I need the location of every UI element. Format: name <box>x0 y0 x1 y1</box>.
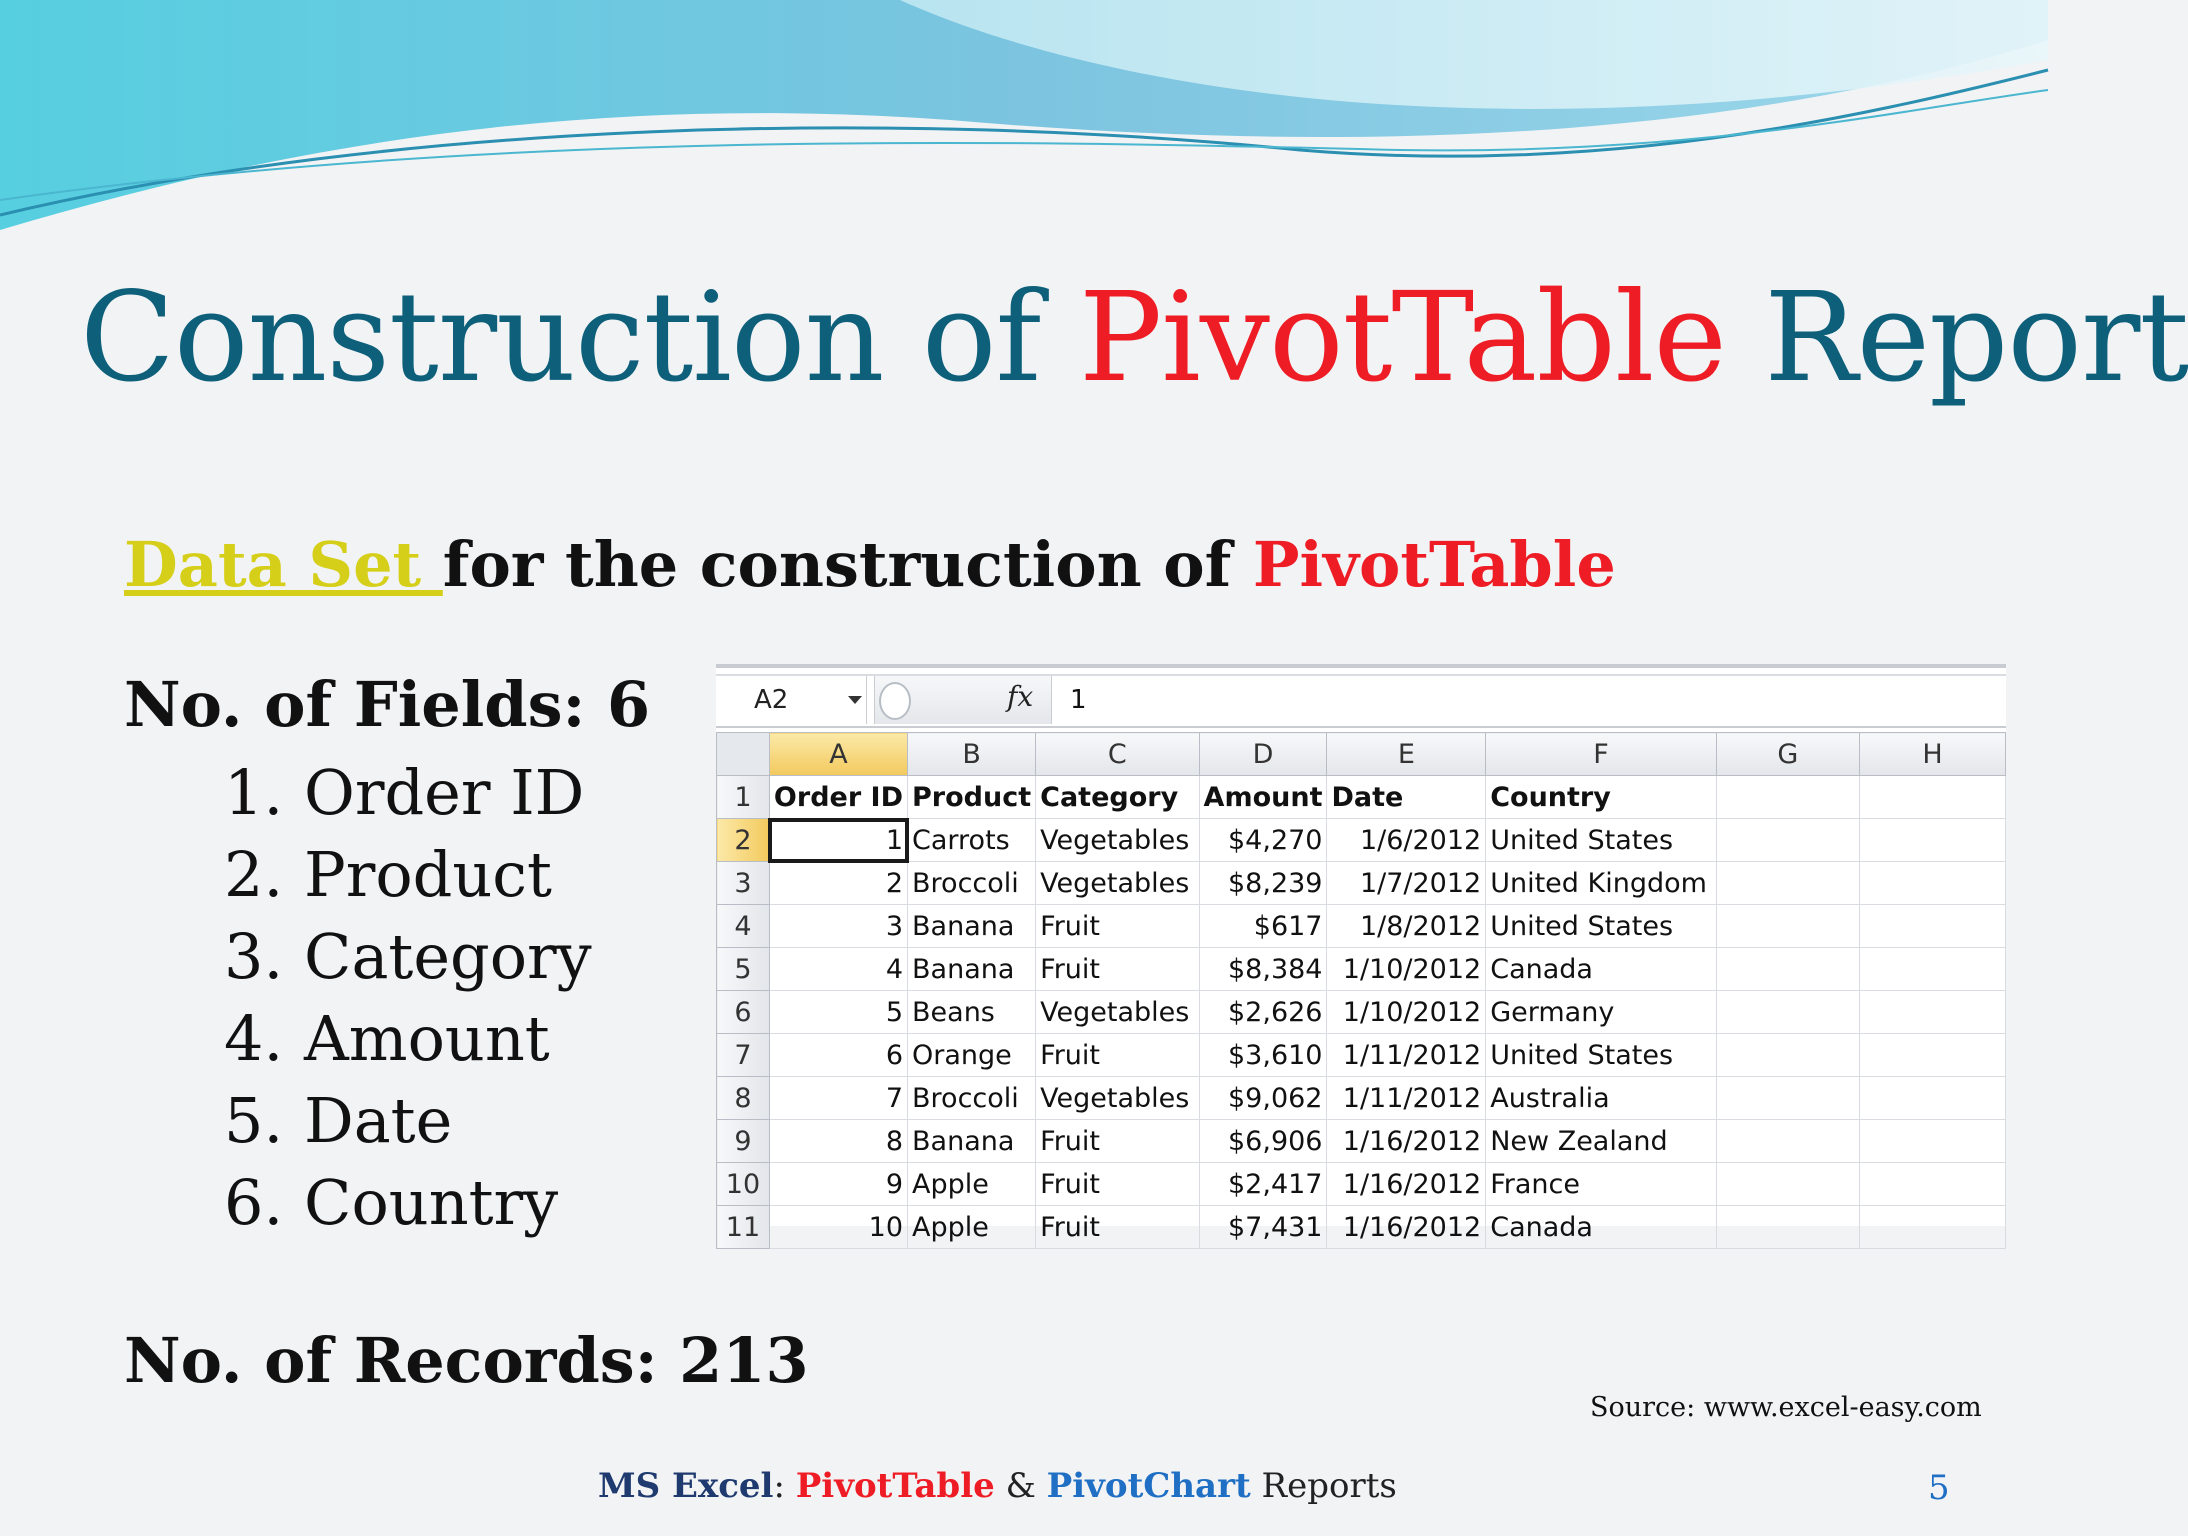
slide-title <box>80 266 2188 410</box>
cell[interactable]: Fruit <box>1036 905 1199 948</box>
cell[interactable]: 5 <box>769 991 907 1034</box>
cell[interactable]: $4,270 <box>1199 819 1327 862</box>
cell[interactable]: $9,062 <box>1199 1077 1327 1120</box>
cell[interactable] <box>1860 1163 2006 1206</box>
title-text-end: Report <box>1725 266 2188 410</box>
footer-pivotchart: PivotChart <box>1046 1466 1251 1506</box>
cell[interactable]: Orange <box>908 1034 1036 1077</box>
table-row <box>717 948 2006 991</box>
table-row <box>717 905 2006 948</box>
table-row <box>717 819 2006 862</box>
cell[interactable] <box>1860 948 2006 991</box>
fields-heading: No. of Fields: 6 <box>124 668 651 741</box>
field-number: 3. <box>224 920 284 993</box>
cell[interactable]: Beans <box>908 991 1036 1034</box>
cell[interactable]: Fruit <box>1036 1120 1199 1163</box>
dropdown-arrow-icon[interactable] <box>848 696 862 704</box>
table-row <box>717 1077 2006 1120</box>
row-header[interactable]: 8 <box>717 1077 770 1120</box>
footer-separator: : <box>773 1466 796 1506</box>
cell[interactable] <box>1860 1120 2006 1163</box>
cell[interactable]: Vegetables <box>1036 819 1199 862</box>
cell[interactable]: 1/16/2012 <box>1327 1206 1486 1249</box>
cell[interactable]: Broccoli <box>908 1077 1036 1120</box>
row-header[interactable]: 1 <box>717 776 770 819</box>
cell[interactable]: Fruit <box>1036 1163 1199 1206</box>
cell[interactable]: Order ID <box>769 776 907 819</box>
cell[interactable]: Banana <box>908 905 1036 948</box>
footer-ampersand: & <box>994 1466 1047 1506</box>
field-label: Amount <box>304 1002 550 1075</box>
cell[interactable]: Banana <box>908 948 1036 991</box>
insert-function-icon[interactable]: fx <box>1007 680 1034 713</box>
footer-pivottable: PivotTable <box>795 1466 995 1506</box>
cell[interactable]: New Zealand <box>1486 1120 1716 1163</box>
cell[interactable]: Fruit <box>1036 1034 1199 1077</box>
cell[interactable]: Fruit <box>1036 1206 1199 1249</box>
cell[interactable]: Carrots <box>908 819 1036 862</box>
cell[interactable]: Banana <box>908 1120 1036 1163</box>
cell[interactable] <box>1716 1077 1859 1120</box>
spreadsheet-screenshot <box>716 664 2006 1243</box>
cell[interactable]: $617 <box>1199 905 1327 948</box>
field-item <box>224 834 592 916</box>
cell[interactable]: 3 <box>769 905 907 948</box>
cell[interactable]: 1/8/2012 <box>1327 905 1486 948</box>
cell[interactable]: Canada <box>1486 1206 1716 1249</box>
cell[interactable]: Apple <box>908 1206 1036 1249</box>
cell[interactable]: 1/10/2012 <box>1327 991 1486 1034</box>
cell[interactable] <box>1716 1206 1859 1249</box>
footer-app: MS Excel <box>598 1466 774 1506</box>
formula-input[interactable]: 1 <box>1070 685 1087 715</box>
cell[interactable] <box>1860 862 2006 905</box>
footer-reports: Reports <box>1250 1466 1397 1506</box>
field-number: 6. <box>224 1166 284 1239</box>
cell[interactable]: 4 <box>769 948 907 991</box>
cell[interactable]: Broccoli <box>908 862 1036 905</box>
cell[interactable]: 1/6/2012 <box>1327 819 1486 862</box>
subtitle-text: for the construction of <box>442 528 1253 601</box>
cell[interactable]: $8,239 <box>1199 862 1327 905</box>
cell[interactable] <box>1860 905 2006 948</box>
cell[interactable]: 9 <box>769 1163 907 1206</box>
field-list <box>224 752 592 1244</box>
column-header[interactable]: E <box>1327 733 1486 776</box>
row-header[interactable]: 10 <box>717 1163 770 1206</box>
cell[interactable]: Canada <box>1486 948 1716 991</box>
cell[interactable]: Product <box>908 776 1036 819</box>
field-number: 4. <box>224 1002 284 1075</box>
cell[interactable]: Country <box>1486 776 1716 819</box>
cell[interactable]: Category <box>1036 776 1199 819</box>
cell[interactable]: United States <box>1486 1034 1716 1077</box>
field-label: Product <box>304 838 552 911</box>
select-all-corner[interactable] <box>717 733 770 776</box>
field-label: Order ID <box>304 756 585 829</box>
cell[interactable]: $2,626 <box>1199 991 1327 1034</box>
header-wave-decoration <box>0 0 2048 240</box>
field-item <box>224 1162 592 1244</box>
column-header[interactable]: G <box>1716 733 1859 776</box>
name-box-value: A2 <box>754 685 789 715</box>
cell[interactable]: 8 <box>769 1120 907 1163</box>
column-header[interactable]: H <box>1860 733 2006 776</box>
cell[interactable]: Vegetables <box>1036 862 1199 905</box>
cell[interactable]: 1/7/2012 <box>1327 862 1486 905</box>
row-header[interactable]: 3 <box>717 862 770 905</box>
cell[interactable]: Fruit <box>1036 948 1199 991</box>
page-number: 5 <box>1928 1468 1950 1508</box>
worksheet-grid <box>716 732 2006 1249</box>
row-header[interactable]: 2 <box>717 819 770 862</box>
row-header[interactable]: 5 <box>717 948 770 991</box>
cell[interactable] <box>1860 776 2006 819</box>
cell[interactable]: 1/16/2012 <box>1327 1163 1486 1206</box>
field-label: Country <box>304 1166 559 1239</box>
column-header[interactable]: B <box>908 733 1036 776</box>
cell[interactable] <box>1860 819 2006 862</box>
row-header[interactable]: 9 <box>717 1120 770 1163</box>
cell[interactable]: $6,906 <box>1199 1120 1327 1163</box>
field-item <box>224 916 592 998</box>
cell[interactable]: 1/11/2012 <box>1327 1077 1486 1120</box>
cell[interactable]: Vegetables <box>1036 991 1199 1034</box>
cell[interactable]: Apple <box>908 1163 1036 1206</box>
formula-controls <box>874 676 1052 724</box>
field-number: 2. <box>224 838 284 911</box>
cell[interactable] <box>1860 1034 2006 1077</box>
cell[interactable] <box>1716 1163 1859 1206</box>
field-item <box>224 998 592 1080</box>
title-text: Construction of <box>80 266 1079 410</box>
cell[interactable] <box>1860 1206 2006 1249</box>
cell[interactable]: Germany <box>1486 991 1716 1034</box>
cell[interactable]: United States <box>1486 819 1716 862</box>
row-header[interactable]: 7 <box>717 1034 770 1077</box>
cell[interactable]: Vegetables <box>1036 1077 1199 1120</box>
cell[interactable]: Amount <box>1199 776 1327 819</box>
cell[interactable]: United States <box>1486 905 1716 948</box>
table-row <box>717 1120 2006 1163</box>
cell[interactable]: Australia <box>1486 1077 1716 1120</box>
table-row <box>717 1206 2006 1249</box>
cell[interactable] <box>1860 1077 2006 1120</box>
column-header[interactable]: C <box>1036 733 1199 776</box>
field-label: Category <box>304 920 592 993</box>
slide-footer <box>598 1466 1397 1506</box>
cell[interactable]: $3,610 <box>1199 1034 1327 1077</box>
formula-bar <box>716 674 2006 728</box>
slide-subtitle <box>124 528 1616 601</box>
cell[interactable] <box>1860 991 2006 1034</box>
cell[interactable]: 1/10/2012 <box>1327 948 1486 991</box>
table-row <box>717 862 2006 905</box>
field-item <box>224 752 592 834</box>
cell[interactable]: $8,384 <box>1199 948 1327 991</box>
column-header[interactable]: A <box>769 733 907 776</box>
row-header[interactable]: 4 <box>717 905 770 948</box>
resize-handle-icon[interactable] <box>879 682 911 720</box>
table-row <box>717 1034 2006 1077</box>
table-row <box>717 1163 2006 1206</box>
table-row <box>717 991 2006 1034</box>
title-highlight: PivotTable <box>1078 266 1726 410</box>
cell[interactable] <box>1716 905 1859 948</box>
table-row <box>717 776 2006 819</box>
cell[interactable] <box>1716 1034 1859 1077</box>
active-cell[interactable]: 1 <box>769 819 907 862</box>
cell[interactable]: Date <box>1327 776 1486 819</box>
data-set-link[interactable]: Data Set <box>124 528 443 601</box>
field-item <box>224 1080 592 1162</box>
cell[interactable] <box>1716 991 1859 1034</box>
cell[interactable]: United Kingdom <box>1486 862 1716 905</box>
cell[interactable]: 1/16/2012 <box>1327 1120 1486 1163</box>
cell[interactable]: 1/11/2012 <box>1327 1034 1486 1077</box>
cell[interactable] <box>1716 776 1859 819</box>
field-number: 5. <box>224 1084 284 1157</box>
cell[interactable] <box>1716 1120 1859 1163</box>
cell[interactable] <box>1716 862 1859 905</box>
source-citation: Source: www.excel-easy.com <box>1590 1392 1982 1423</box>
column-header[interactable]: F <box>1486 733 1716 776</box>
field-number: 1. <box>224 756 284 829</box>
cell[interactable]: 2 <box>769 862 907 905</box>
field-label: Date <box>304 1084 453 1157</box>
cell[interactable]: $7,431 <box>1199 1206 1327 1249</box>
cell[interactable] <box>1716 948 1859 991</box>
cell[interactable]: 7 <box>769 1077 907 1120</box>
cell[interactable]: France <box>1486 1163 1716 1206</box>
row-header[interactable]: 11 <box>717 1206 770 1249</box>
row-header[interactable]: 6 <box>717 991 770 1034</box>
subtitle-highlight: PivotTable <box>1252 528 1616 601</box>
cell[interactable]: 6 <box>769 1034 907 1077</box>
cell[interactable] <box>1716 819 1859 862</box>
name-box[interactable] <box>716 676 867 724</box>
cell[interactable]: 10 <box>769 1206 907 1249</box>
cell[interactable]: $2,417 <box>1199 1163 1327 1206</box>
column-header[interactable]: D <box>1199 733 1327 776</box>
records-count: No. of Records: 213 <box>124 1324 809 1397</box>
